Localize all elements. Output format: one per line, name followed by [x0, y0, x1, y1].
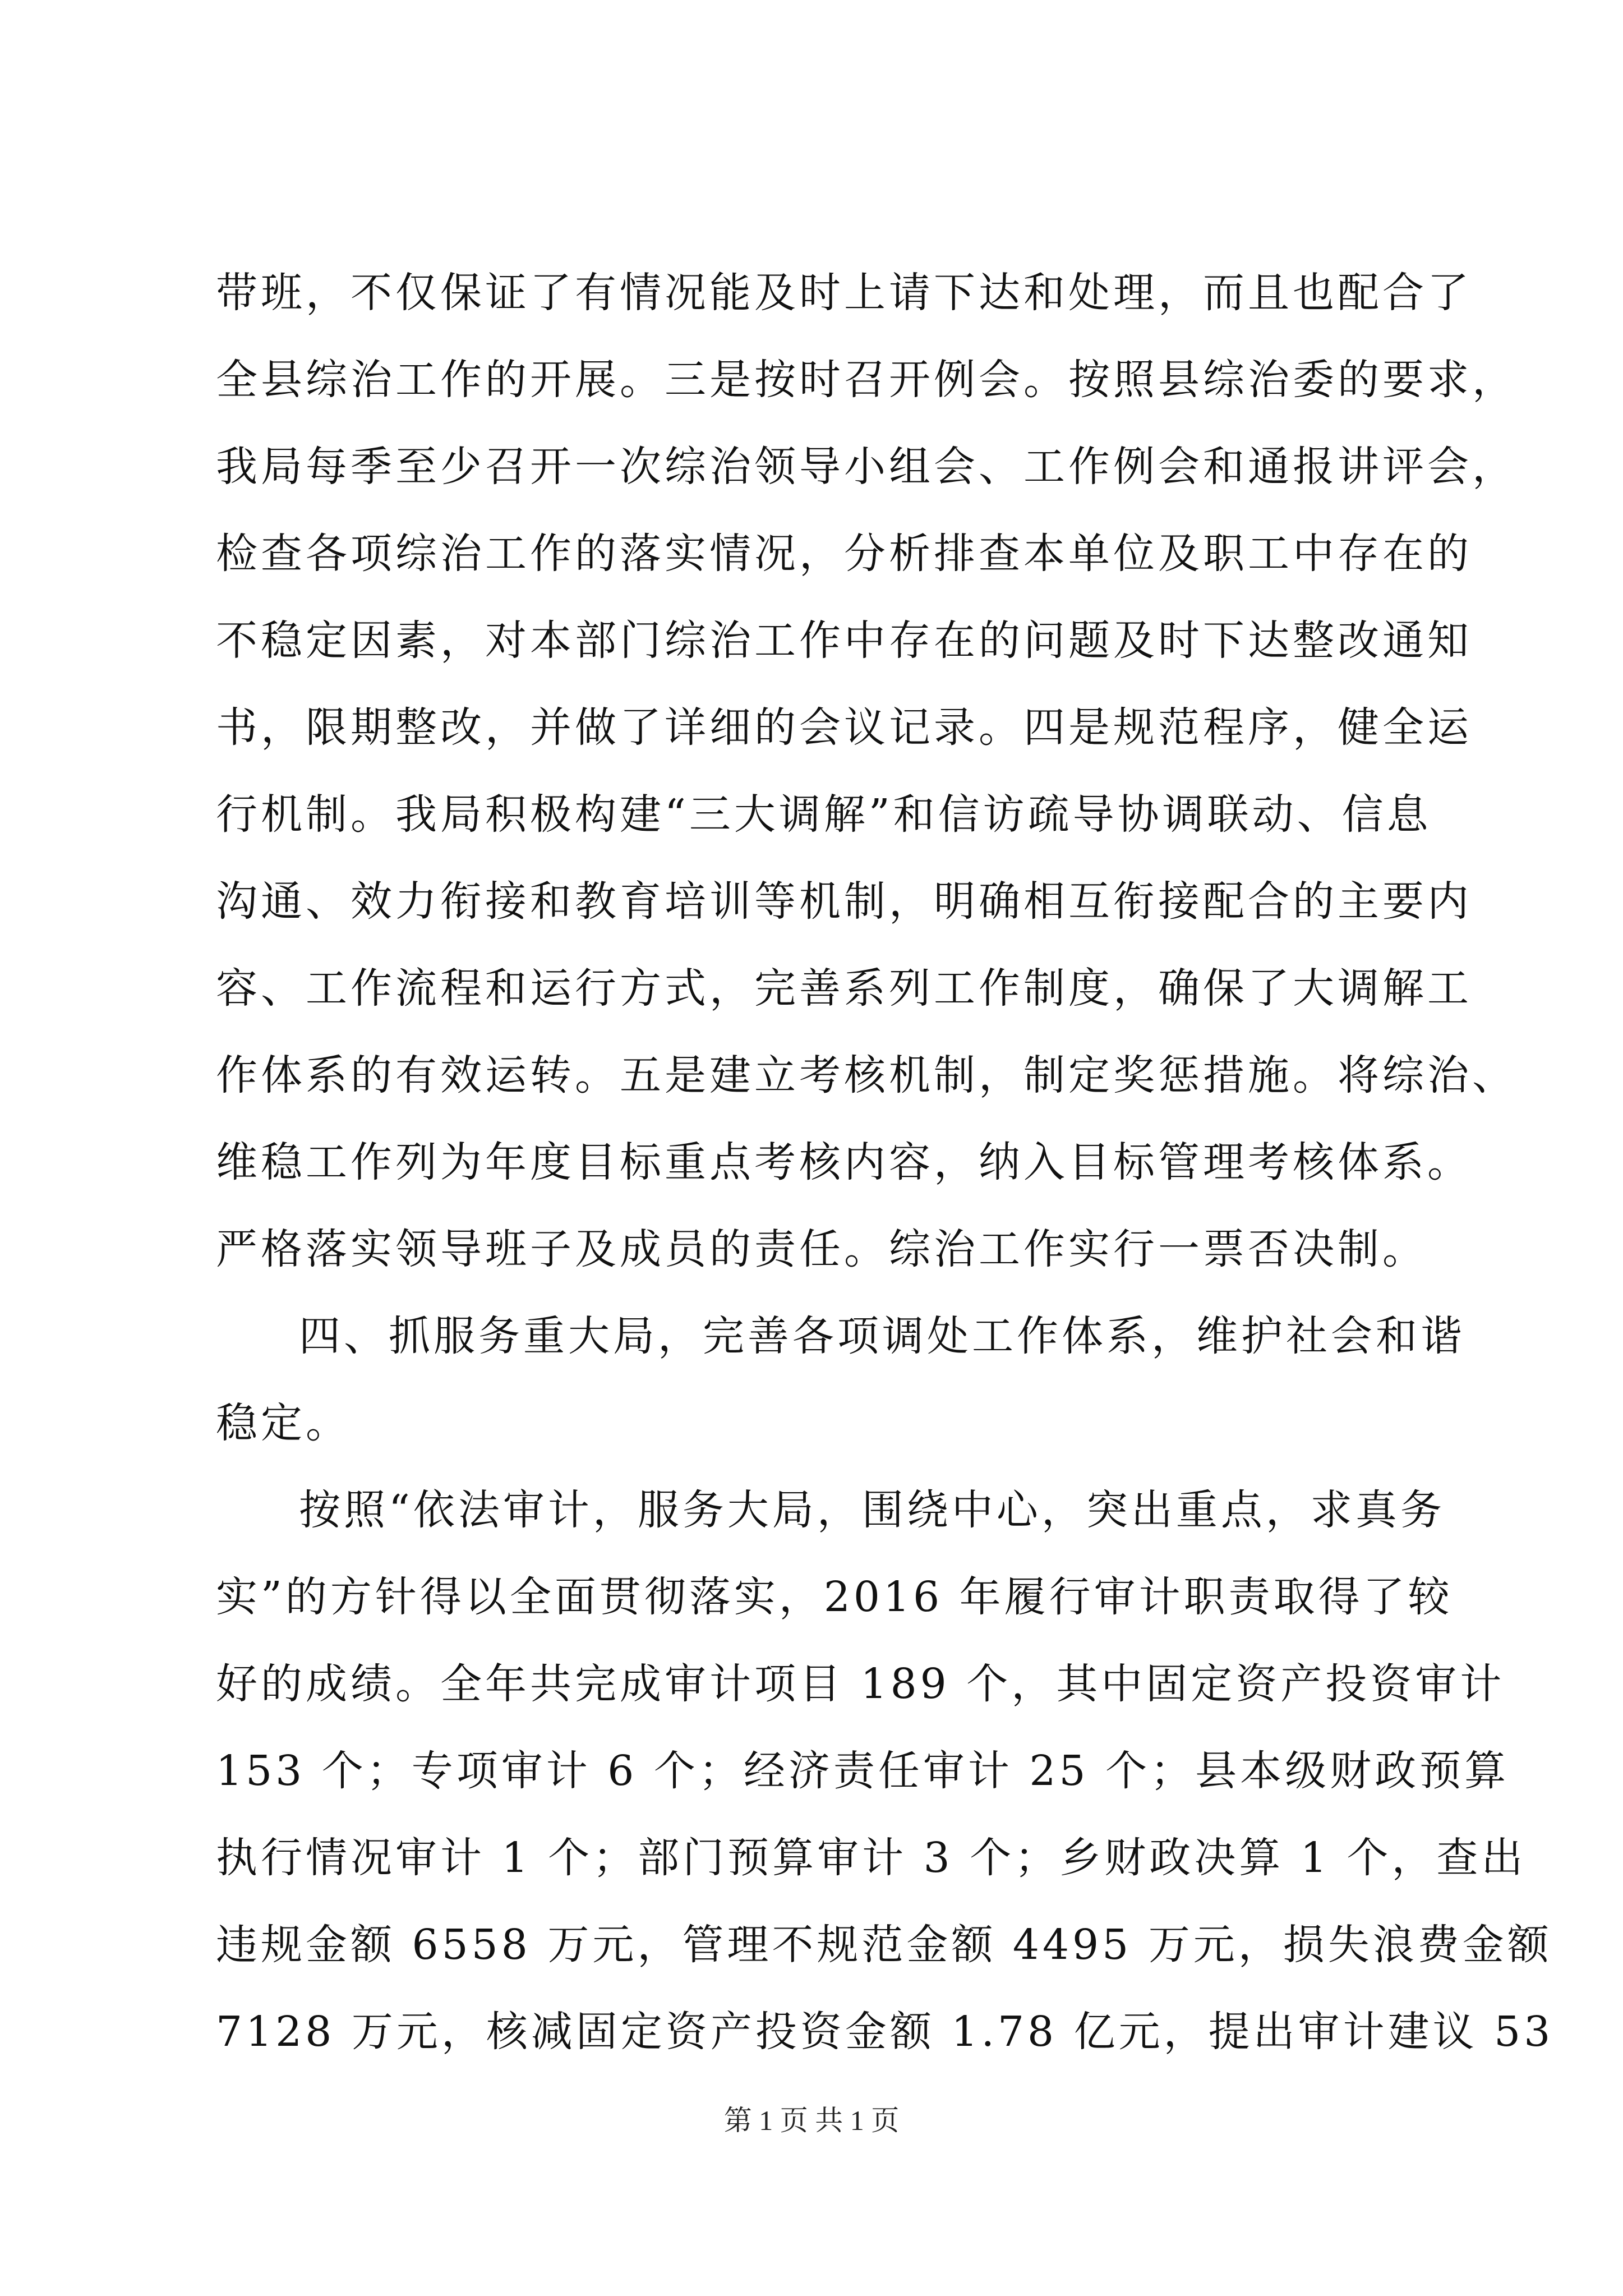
text-line: 作体系的有效运转。五是建立考核机制，制定奖惩措施。将综治、 — [216, 1051, 1517, 1099]
text-line: 我局每季至少召开一次综治领导小组会、工作例会和通报讲评会， — [216, 443, 1517, 491]
text-line: 沟通、效力衔接和教育培训等机制，明确相互衔接配合的主要内 — [216, 877, 1472, 926]
text-line: 全县综治工作的开展。三是按时召开例会。按照县综治委的要求， — [216, 356, 1517, 404]
text-line: 书，限期整改，并做了详细的会议记录。四是规范程序，健全运 — [216, 703, 1472, 752]
text-line: 行机制。我局积极构建“三大调解”和信访疏导协调联动、信息 — [216, 790, 1432, 839]
text-line: 维稳工作列为年度目标重点考核内容，纳入目标管理考核体系。 — [216, 1138, 1472, 1186]
paragraph-first-line: 按照“依法审计，服务大局，围绕中心，突出重点，求真务 — [299, 1486, 1445, 1534]
text-line: 违规金额 6558 万元，管理不规范金额 4495 万元，损失浪费金额 — [216, 1921, 1552, 1969]
text-line: 带班，不仅保证了有情况能及时上请下达和处理，而且也配合了 — [216, 269, 1472, 317]
text-line: 实”的方针得以全面贯彻落实，2016 年履行审计职责取得了较 — [216, 1573, 1453, 1621]
text-line: 好的成绩。全年共完成审计项目 189 个，其中固定资产投资审计 — [216, 1660, 1505, 1708]
document-body — [216, 250, 1554, 2076]
section-heading: 四、抓服务重大局，完善各项调处工作体系，维护社会和谐 — [299, 1312, 1465, 1360]
text-line: 容、工作流程和运行方式，完善系列工作制度，确保了大调解工 — [216, 964, 1472, 1013]
text-line: 153 个；专项审计 6 个；经济责任审计 25 个；县本级财政预算 — [216, 1747, 1510, 1795]
text-line: 严格落实领导班子及成员的责任。综治工作实行一票否决制。 — [216, 1225, 1427, 1273]
text-line: 检查各项综治工作的落实情况，分析排查本单位及职工中存在的 — [216, 530, 1472, 578]
section-heading-continued: 稳定。 — [216, 1399, 351, 1447]
text-line: 7128 万元，核减固定资产投资金额 1.78 亿元，提出审计建议 53 — [216, 2008, 1554, 2056]
text-line: 执行情况审计 1 个；部门预算审计 3 个；乡财政决算 1 个，查出 — [216, 1834, 1527, 1882]
page-number-footer: 第 1 页 共 1 页 — [723, 2105, 900, 2136]
text-line: 不稳定因素，对本部门综治工作中存在的问题及时下达整改通知 — [216, 616, 1472, 665]
